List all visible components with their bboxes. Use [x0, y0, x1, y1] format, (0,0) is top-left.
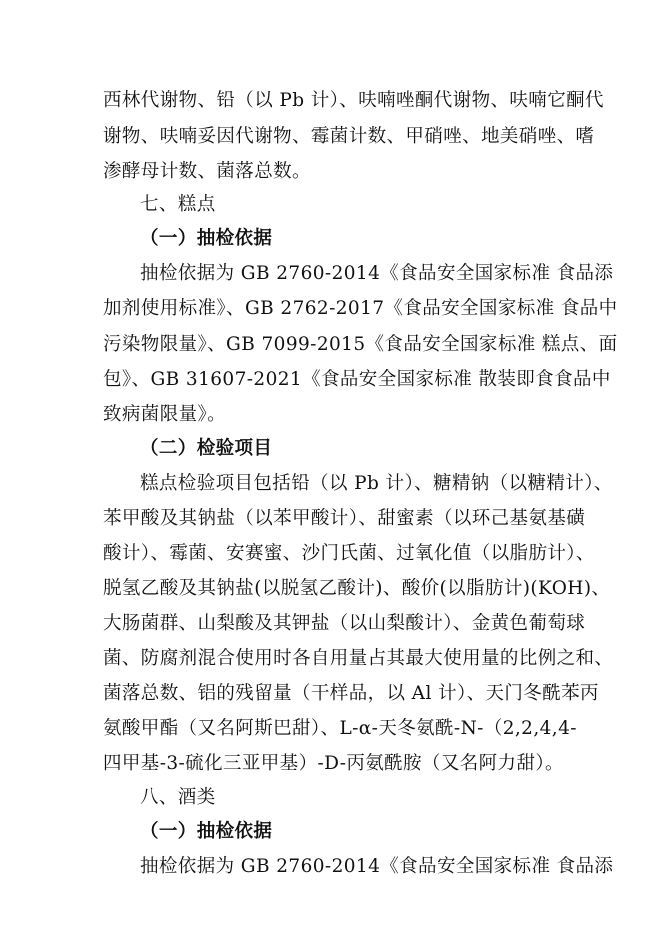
- section-heading-liquor: 八、酒类: [140, 787, 216, 808]
- subheading-sampling-basis: （一）抽检依据: [140, 821, 273, 842]
- body-text-line: 抽检依据为 GB 2760-2014《食品安全国家标准 食品添: [140, 856, 614, 877]
- subheading-test-items: （二）检验项目: [140, 438, 273, 459]
- body-text-line: 菌、防腐剂混合使用时各自用量占其最大使用量的比例之和、: [103, 648, 614, 669]
- subheading-sampling-basis: （一）抽检依据: [140, 228, 273, 249]
- body-text-line: 苯甲酸及其钠盐（以苯甲酸计）、甜蜜素（以环己基氨基磺: [103, 508, 586, 529]
- body-text-line: 菌落总数、铝的残留量（干样品，以 Al 计）、天门冬酰苯丙: [103, 683, 599, 704]
- body-text-line: 氨酸甲酯（又名阿斯巴甜）、L-α-天冬氨酰-N-（2,2,4,4-: [103, 718, 577, 739]
- section-heading-pastry: 七、糕点: [140, 194, 216, 215]
- body-text-line: 大肠菌群、山梨酸及其钾盐（以山梨酸计）、金黄色葡萄球: [103, 613, 586, 634]
- body-text-line: 脱氢乙酸及其钠盐(以脱氢乙酸计)、酸价(以脂肪计)(KOH)、: [103, 578, 611, 599]
- body-text-line: 抽检依据为 GB 2760-2014《食品安全国家标准 食品添: [140, 263, 614, 284]
- body-text-line: 酸计）、霉菌、安赛蜜、沙门氏菌、过氧化值（以脂肪计）、: [103, 543, 595, 564]
- body-text-line: 加剂使用标准》、GB 2762-2017《食品安全国家标准 食品中: [103, 298, 618, 319]
- body-text-line: 四甲基-3-硫化三亚甲基）-D-丙氨酰胺（又名阿力甜）。: [103, 753, 564, 774]
- body-text-line: 致病菌限量》。: [103, 404, 227, 425]
- body-text-line: 包》、GB 31607-2021《食品安全国家标准 散装即食食品中: [103, 369, 611, 390]
- body-text-line: 渗酵母计数、菌落总数。: [103, 161, 311, 182]
- body-text-line: 污染物限量》、GB 7099-2015《食品安全国家标准 糕点、面: [103, 334, 618, 355]
- body-text-line: 西林代谢物、铅（以 Pb 计）、呋喃唑酮代谢物、呋喃它酮代: [103, 90, 604, 111]
- body-text-line: 谢物、呋喃妥因代谢物、霉菌计数、甲硝唑、地美硝唑、嗜: [103, 126, 595, 147]
- body-text-line: 糕点检验项目包括铅（以 Pb 计）、糖精钠（以糖精计）、: [140, 473, 613, 494]
